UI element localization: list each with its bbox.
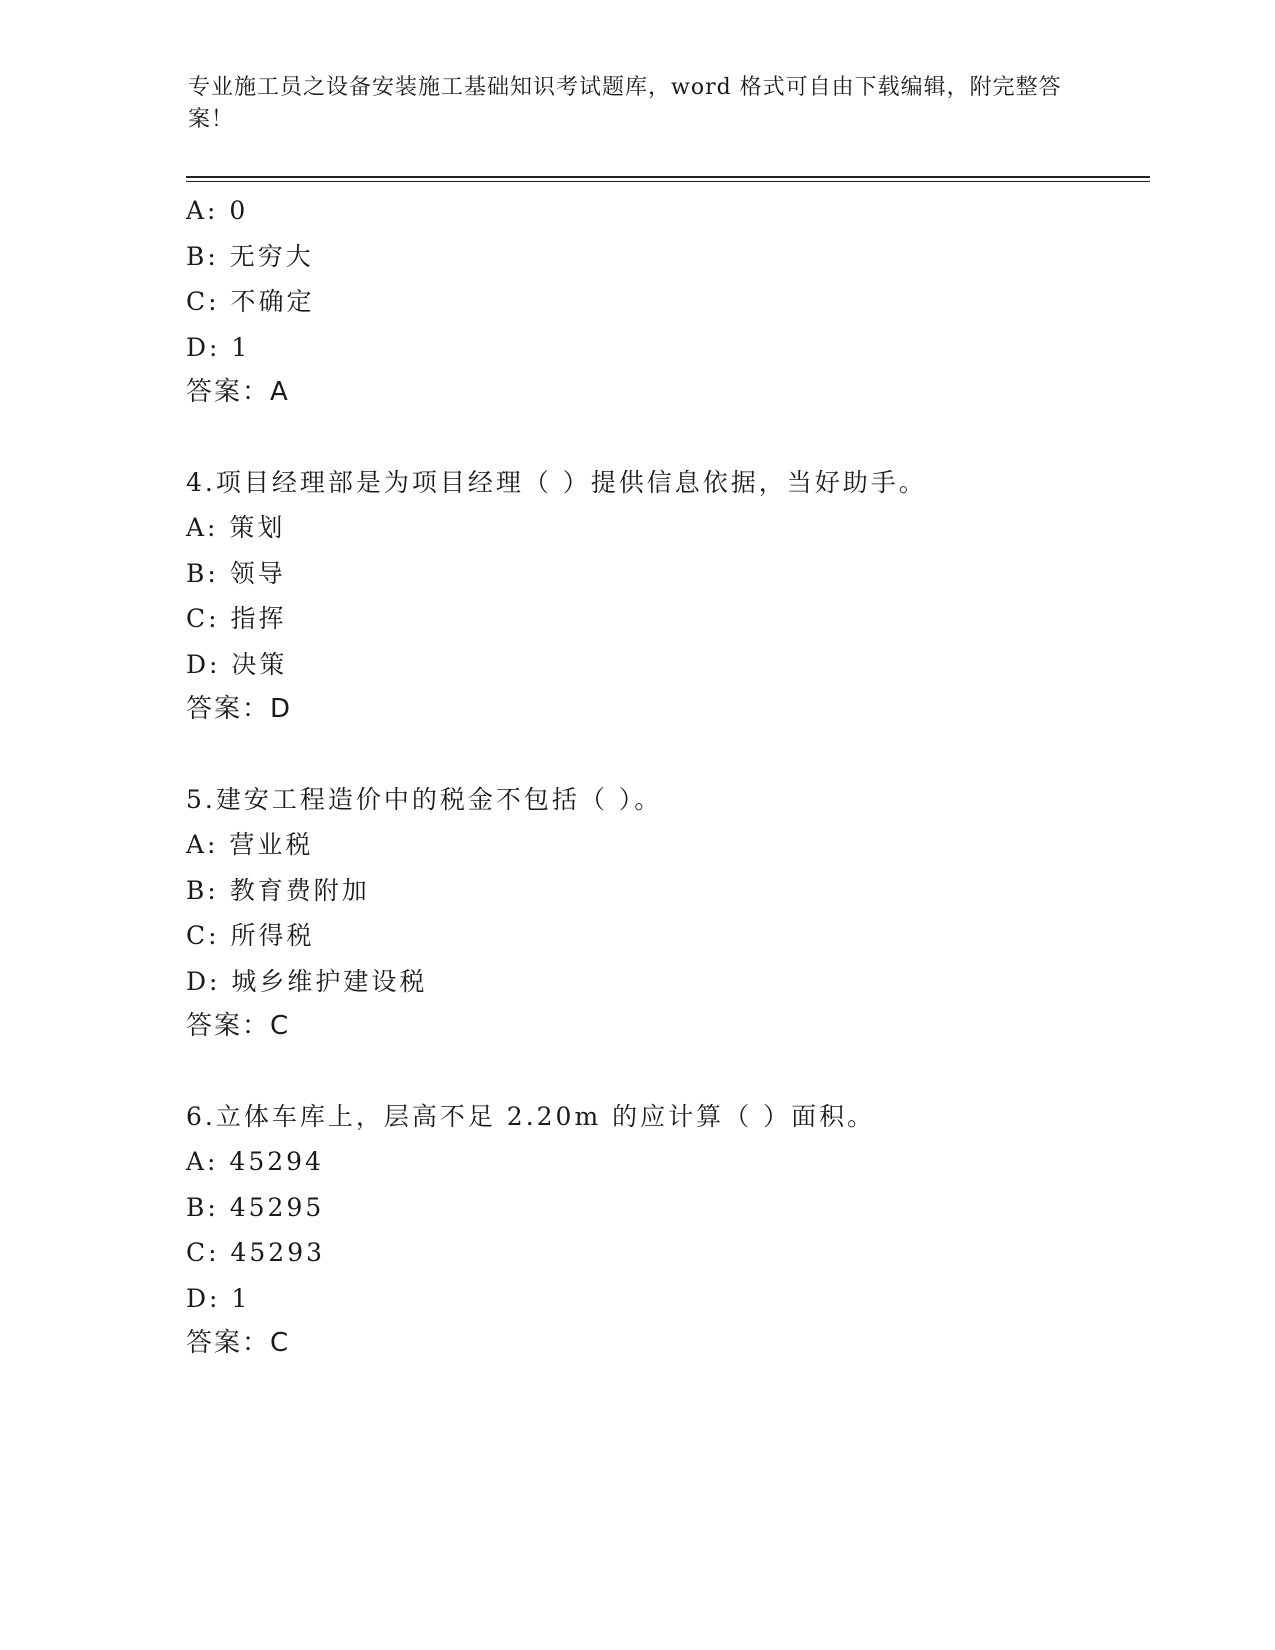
answer-line: 答案：C [186, 1011, 291, 1041]
block-gap [186, 416, 1146, 460]
option-c: C: 指挥 [186, 604, 287, 633]
header-rule-thick [186, 176, 1150, 178]
answer-line: 答案：D [186, 694, 293, 724]
document-header: 专业施工员之设备安装施工基础知识考试题库，word 格式可自由下载编辑，附完整答案！ [188, 75, 1062, 132]
question-list [186, 188, 1146, 1367]
question-text: 4.项目经理部是为项目经理（ ）提供信息依据，当好助手。 [186, 467, 927, 497]
question-block-5 [186, 777, 1146, 1050]
option-b: B: 45295 [186, 1192, 325, 1222]
option-a: A: 45294 [186, 1147, 324, 1176]
option-d: D: 1 [186, 332, 251, 362]
option-b: B: 无穷大 [186, 241, 314, 271]
question-text: 6.立体车库上，层高不足 2.20m 的应计算（ ）面积。 [186, 1101, 876, 1131]
option-d: D: 决策 [186, 649, 288, 679]
option-a: A: 营业税 [186, 830, 314, 859]
option-b: B: 教育费附加 [186, 875, 370, 905]
option-d: D: 城乡维护建设税 [186, 966, 428, 996]
option-d: D: 1 [186, 1283, 251, 1313]
option-c: C: 不确定 [186, 287, 315, 316]
option-c: C: 45293 [186, 1238, 326, 1267]
option-c: C: 所得税 [186, 921, 315, 950]
option-a: A: 0 [186, 196, 249, 225]
answer-line: 答案：A [186, 377, 290, 407]
answer-line: 答案：C [186, 1328, 291, 1358]
option-b: B: 领导 [186, 558, 286, 588]
question-block-6 [186, 1094, 1146, 1367]
block-gap [186, 1050, 1146, 1094]
question-block-4 [186, 460, 1146, 733]
option-a: A: 策划 [186, 513, 286, 542]
block-gap [186, 733, 1146, 777]
question-block-3 [186, 188, 1146, 416]
header-rule-thin [186, 181, 1150, 182]
question-text: 5.建安工程造价中的税金不包括（ ）。 [186, 784, 663, 814]
